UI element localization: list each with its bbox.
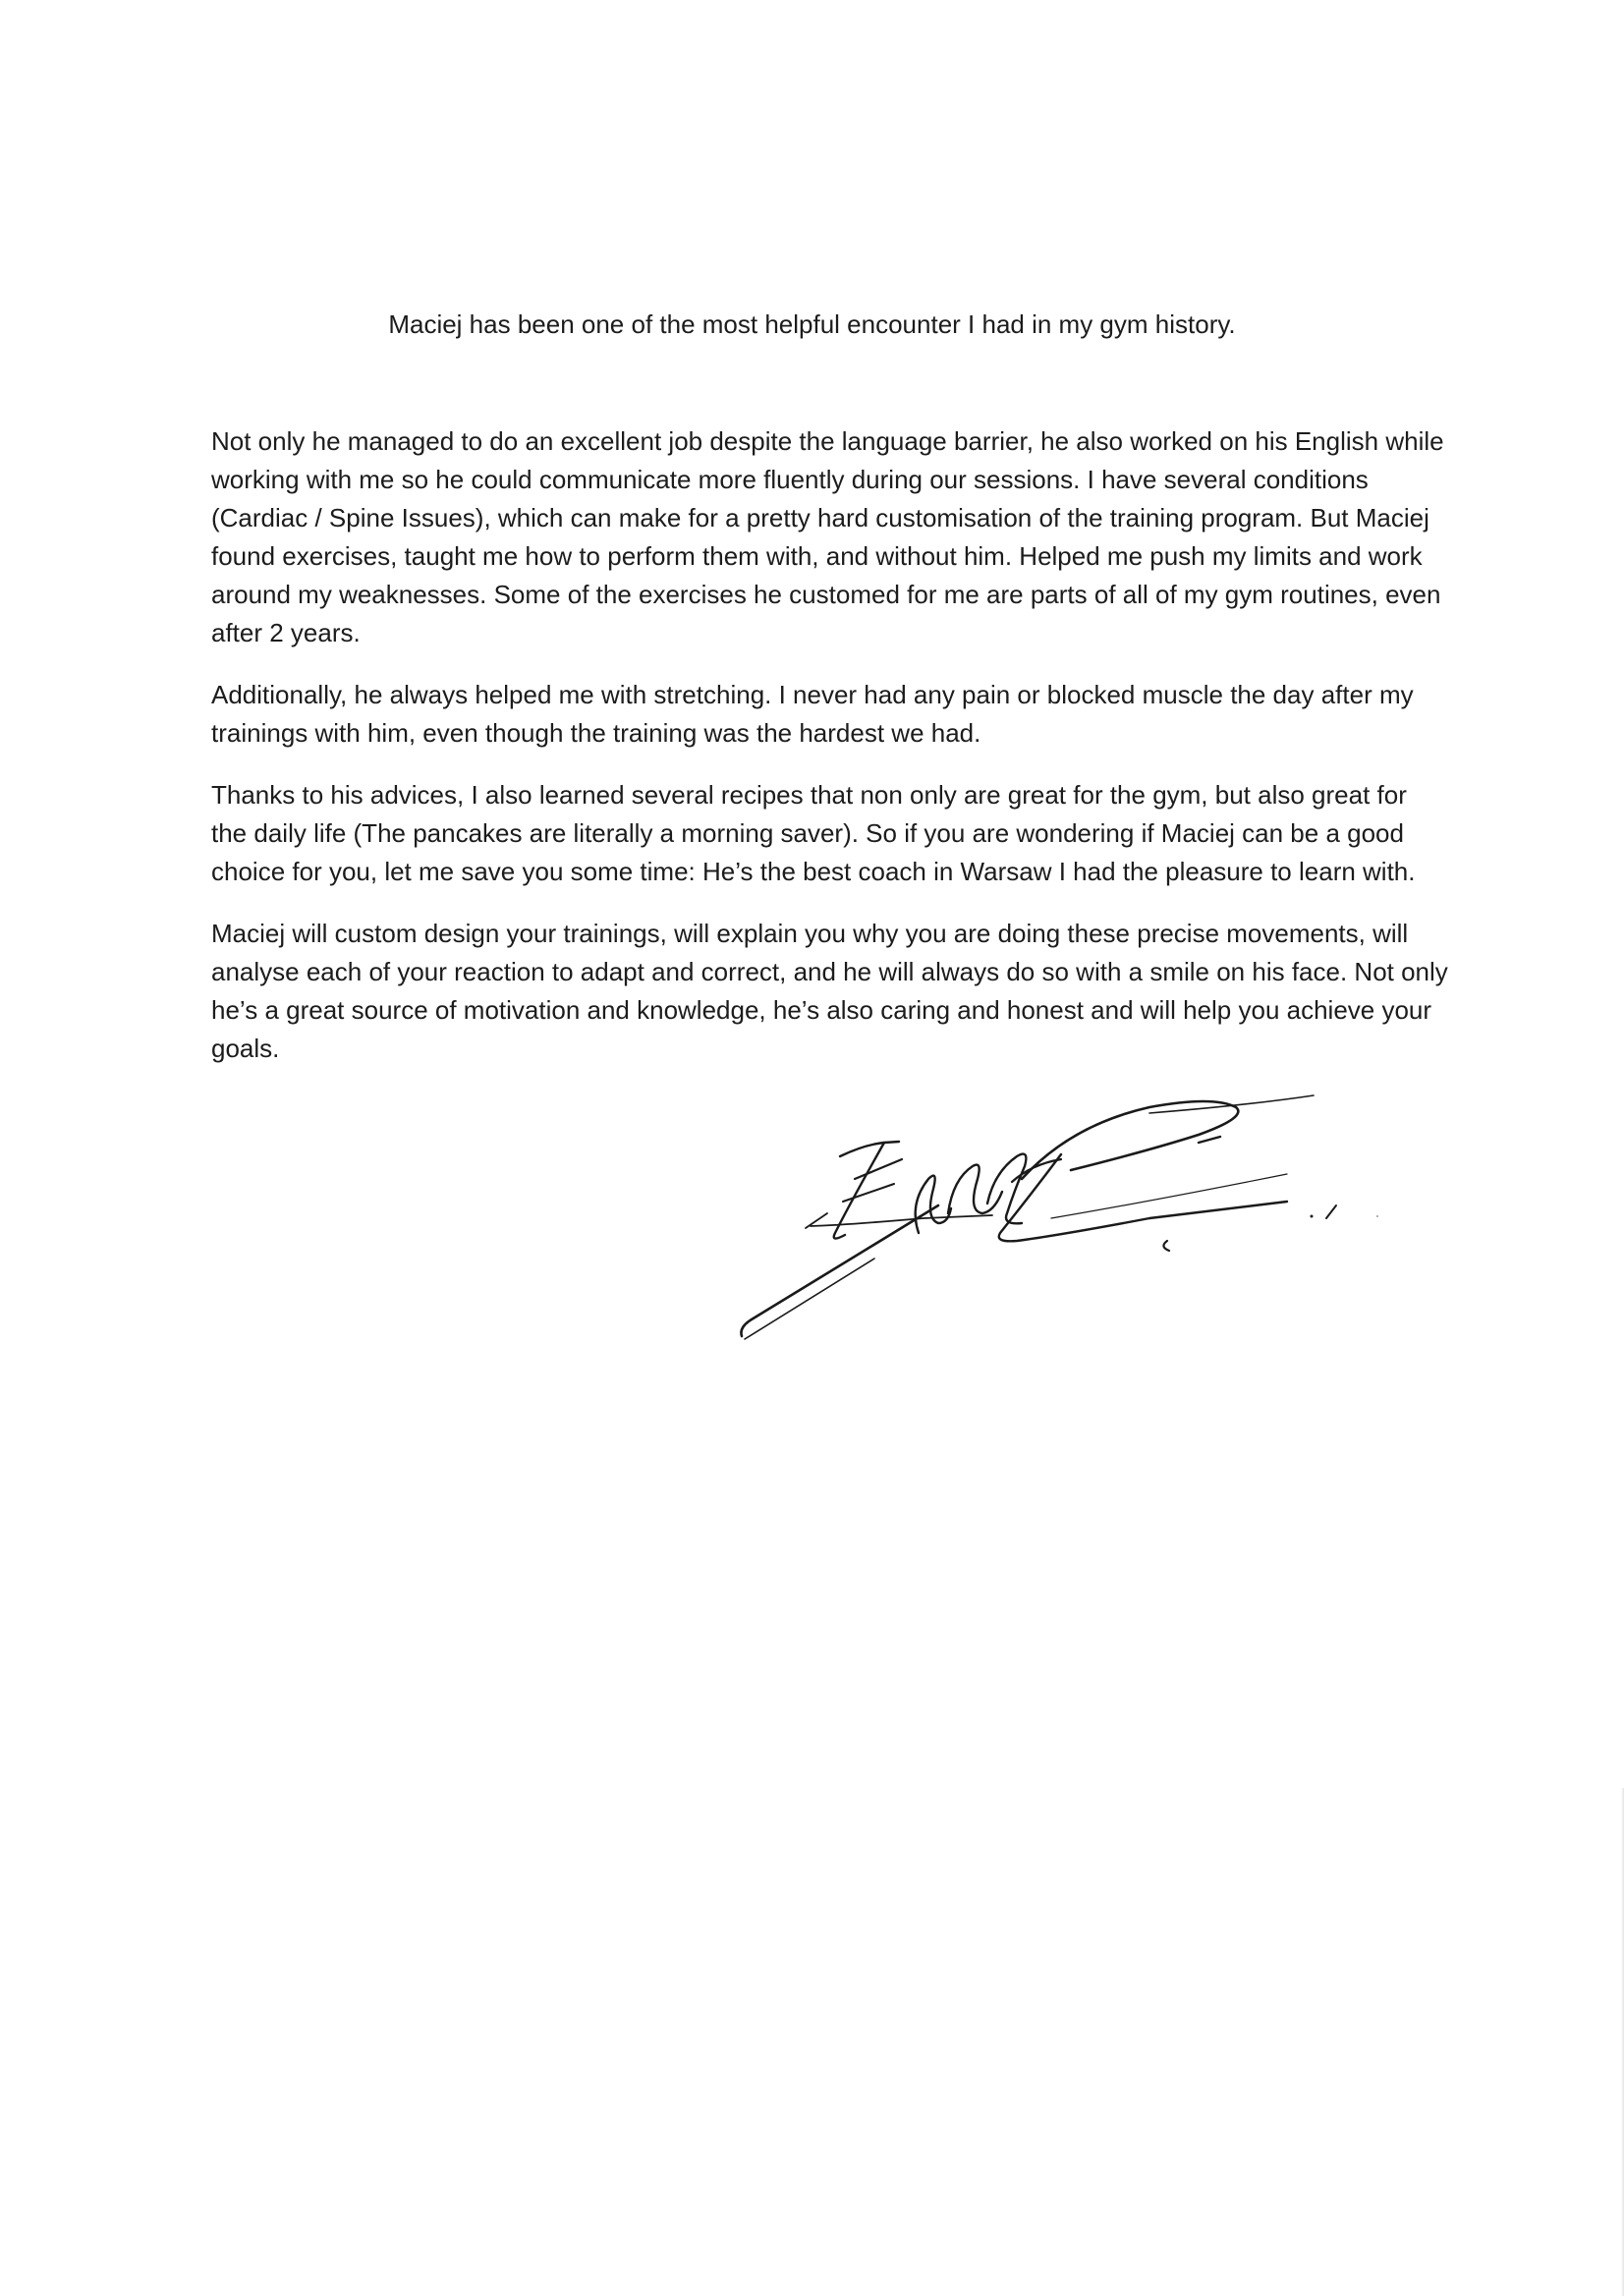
handwritten-signature-icon — [737, 1086, 1385, 1351]
letter-body — [211, 422, 1449, 1092]
paragraph-4: Maciej will custom design your trainings, will explain you why you are doing these precise movements, will analyse each of your reaction to adapt and correct, and he will always do so with a smile on his face. Not only he’s a great source of motivation and knowledge, he’s also caring and honest and will help you achieve your goals. — [211, 919, 1448, 1063]
letter-heading: Maciej has been one of the most helpful encounter I had in my gym history. — [388, 309, 1236, 339]
paragraph-2: Additionally, he always helped me with stretching. I never had any pain or blocked muscle the day after my trainings with him, even though the training was the hardest we had. — [211, 680, 1414, 748]
paragraph-1: Not only he managed to do an excellent job despite the language barrier, he also worked on his English while working with me so he could communicate more fluently during our sessions. I have several conditions (Cardiac / Spine Issues), which can make for a pretty hard customisation of the training program. But Maciej found exercises, taught me how to perform them with, and without him. Helped me push my limits and work around my weaknesses. Some of the exercises he customed for me are parts of all of my gym routines, even after 2 years. — [211, 426, 1444, 647]
paragraph-3: Thanks to his advices, I also learned several recipes that non only are great for the gym, but also great for the daily life (The pancakes are literally a morning saver). So if you are wondering if Maciej can be a good choice for you, let me save you some time: He’s the best coach in Warsaw I had the pleasure to learn with. — [211, 780, 1416, 886]
